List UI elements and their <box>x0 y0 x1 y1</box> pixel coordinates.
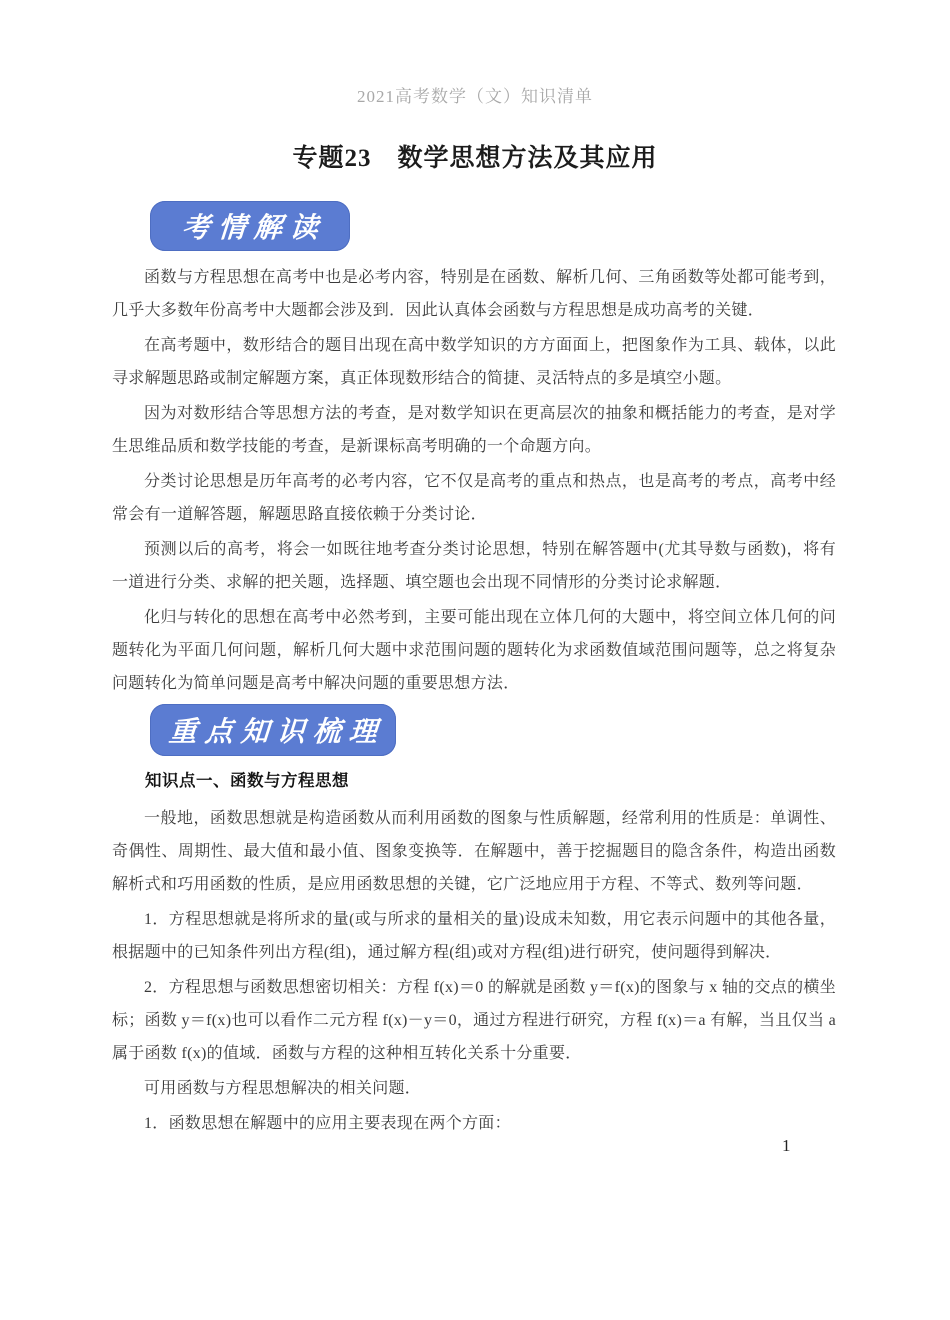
intro-paragraph: 因为对数形结合等思想方法的考查，是对数学知识在更高层次的抽象和概括能力的考查，是对学生思维品质和数学技能的考查，是新课标高考明确的一个命题方向。 <box>112 405 836 455</box>
intro-paragraph: 函数与方程思想在高考中也是必考内容，特别是在函数、解析几何、三角函数等处都可能考到，几乎大多数年份高考中大题都会涉及到．因此认真体会函数与方程思想是成功高考的关键． <box>112 269 836 319</box>
knowledge-paragraph: 一般地，函数思想就是构造函数从而利用函数的图象与性质解题，经常利用的性质是：单调性、奇偶性、周期性、最大值和最小值、图象变换等．在解题中，善于挖掘题目的隐含条件，构造出函数解析式和巧用函数的性质，是应用函数思想的关键，它广泛地应用于方程、不等式、数列等问题． <box>112 810 836 893</box>
knowledge-point-heading: 知识点一、函数与方程思想 <box>145 772 349 790</box>
exam-analysis-badge-label: 考情解读 <box>180 212 327 243</box>
knowledge-paragraph: 可用函数与方程思想解决的相关问题． <box>144 1080 422 1097</box>
knowledge-paragraph: 1．方程思想就是将所求的量(或与所求的量相关的量)设成未知数，用它表示问题中的其他各量，根据题中的已知条件列出方程(组)，通过解方程(组)或对方程(组)进行研究，使问题得到解决． <box>112 911 836 961</box>
key-knowledge-badge <box>150 704 396 756</box>
knowledge-paragraph: 1．函数思想在解题中的应用主要表现在两个方面： <box>144 1115 511 1132</box>
exam-analysis-badge <box>150 201 350 251</box>
key-knowledge-badge-label: 重点知识梳理 <box>167 716 386 747</box>
knowledge-paragraph: 2．方程思想与函数思想密切相关：方程 f(x)＝0 的解就是函数 y＝f(x)的图象与 x 轴的交点的横坐标；函数 y＝f(x)也可以看作二元方程 f(x)－y＝0，通过方程进行研究，方程 f(x)＝a 有解，当且仅当 a 属于函数 f(x)的值域．函数与方程的这种相互转化关系十分重要． <box>112 979 836 1062</box>
intro-paragraph: 分类讨论思想是历年高考的必考内容，它不仅是高考的重点和热点，也是高考的考点，高考中经常会有一道解答题，解题思路直接依赖于分类讨论． <box>112 473 836 523</box>
intro-paragraph: 化归与转化的思想在高考中必然考到，主要可能出现在立体几何的大题中，将空间立体几何的问题转化为平面几何问题，解析几何大题中求范围问题的题转化为求函数值域范围问题等，总之将复杂问题转化为简单问题是高考中解决问题的重要思想方法． <box>112 609 836 692</box>
page-number: 1 <box>782 1136 791 1155</box>
page-title: 专题23 数学思想方法及其应用 <box>292 145 658 172</box>
intro-paragraph: 预测以后的高考，将会一如既往地考查分类讨论思想，特别在解答题中(尤其导数与函数)，将有一道进行分类、求解的把关题，选择题、填空题也会出现不同情形的分类讨论求解题． <box>112 541 836 591</box>
knowledge-section <box>112 765 836 1142</box>
doc-header-text: 2021高考数学（文）知识清单 <box>357 87 593 106</box>
intro-section <box>112 261 836 702</box>
intro-paragraph: 在高考题中，数形结合的题目出现在高中数学知识的方方面面上，把图象作为工具、载体，以此寻求解题思路或制定解题方案，真正体现数形结合的简捷、灵活特点的多是填空小题。 <box>112 337 836 387</box>
